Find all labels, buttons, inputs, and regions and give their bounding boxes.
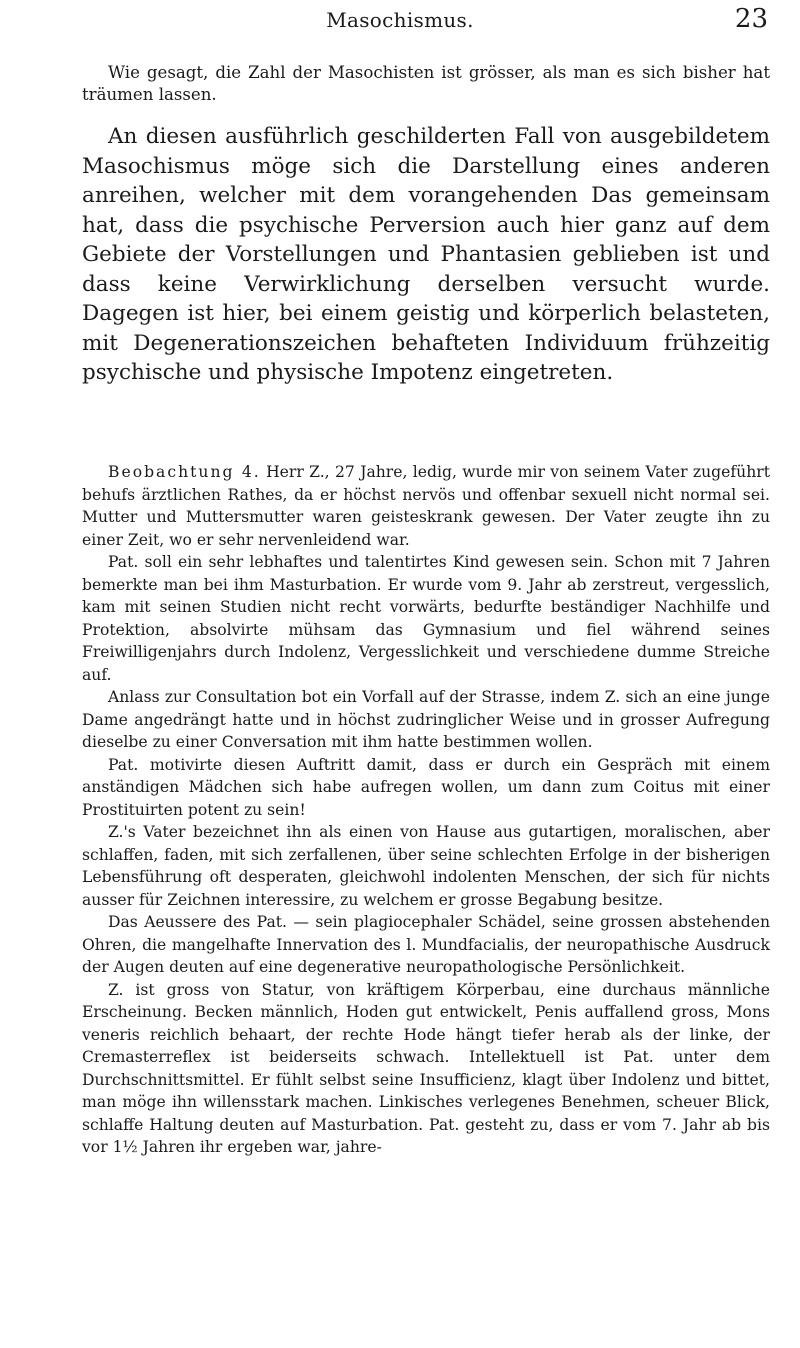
lead-paragraph: An diesen ausführlich geschilderten Fall von ausgebildetem Masochismus möge sich die Darstellung eines anderen anreihen, welcher mit dem vorangehenden Das gemeinsam hat, dass die psychische Perversion auch hier ganz auf dem Gebiete der Vorstellungen und Phantasien geblieben ist und dass keine Verwirklichung derselben versucht wurde. Dagegen ist hier, bei einem geistig und körperlich belasteten, mit Degenerationszeichen behafteten Individuum frühzeitig psychische und physische Impotenz eingetreten. (82, 124, 770, 385)
page-header (0, 4, 800, 44)
page-number: 23 (734, 4, 768, 34)
observation-paragraph: Das Aeussere des Pat. — sein plagiocephaler Schädel, seine grossen abstehenden Ohren, die mangelhafte Innervation des l. Mundfacialis, der neuropathische Ausdruck der Augen deuten auf eine degenerative neuropathologische Persönlichkeit. (82, 913, 770, 976)
case-observation (82, 461, 770, 1159)
observation-paragraph: Anlass zur Consultation bot ein Vorfall auf der Strasse, indem Z. sich an eine junge Dame angedrängt hatte und in höchst zudringlicher Weise und in grosser Aufregung dieselbe zu einer Conversation mit ihm hatte bestimmen wollen. (82, 688, 770, 751)
running-title: Masochismus. (326, 8, 474, 32)
observation-paragraph: Pat. soll ein sehr lebhaftes und talentirtes Kind gewesen sein. Schon mit 7 Jahren bemerkte man bei ihm Masturbation. Er wurde vom 9. Jahr ab zerstreut, vergesslich, kam mit seinen Studien nicht recht vorwärts, bedurfte beständiger Nachhilfe und Protektion, absolvirte mühsam das Gymnasium und fiel während seines Freiwilligenjahrs durch Indolenz, Vergesslichkeit und verschiedene dumme Streiche auf. (82, 553, 770, 684)
observation-paragraph (82, 461, 770, 551)
observation-label: Beobachtung 4. (108, 463, 261, 481)
observation-text: Herr Z., 27 Jahre, ledig, wurde mir von seinem Vater zugeführt behufs ärztlichen Rathes, da er höchst nervös und offenbar sexuell nicht normal sei. Mutter und Muttersmutter waren geisteskrank gewesen. Der Vater zeugte ihn zu einer Zeit, wo er sehr nervenleidend war. (82, 463, 770, 549)
observation-paragraph: Z. ist gross von Statur, von kräftigem Körperbau, eine durchaus männliche Erscheinung. Becken männlich, Hoden gut entwickelt, Penis auffallend gross, Mons veneris reichlich behaart, der rechte Hode hängt tiefer herab als der linke, der Cremasterreflex ist beiderseits schwach. Intellektuell ist Pat. unter dem Durchschnittsmittel. Er fühlt selbst seine Insufficienz, klagt über Indolenz und bittet, man möge ihn willensstark machen. Linkisches verlegenes Benehmen, scheuer Blick, schlaffe Haltung deuten auf Masturbation. Pat. gesteht zu, dass er vom 7. Jahr ab bis vor 1½ Jahren ihr ergeben war, jahre- (82, 980, 770, 1156)
observation-paragraph: Z.'s Vater bezeichnet ihn als einen von Hause aus gutartigen, moralischen, aber schlaffen, faden, mit sich zerfallenen, über seine schlechten Erfolge in der bisherigen Lebensführung oft desperaten, gleichwohl indolenten Menschen, der sich für nichts ausser für Zeichnen interessire, zu welchem er grosse Begabung besitze. (82, 823, 770, 909)
intro-paragraph: Wie gesagt, die Zahl der Masochisten ist grösser, als man es sich bisher hat träumen lassen. (82, 63, 770, 104)
observation-paragraph: Pat. motivirte diesen Auftritt damit, dass er durch ein Gespräch mit einem anständigen Mädchen sich habe aufregen wollen, um dann zum Coitus mit einer Prostituirten potent zu sein! (82, 755, 770, 819)
